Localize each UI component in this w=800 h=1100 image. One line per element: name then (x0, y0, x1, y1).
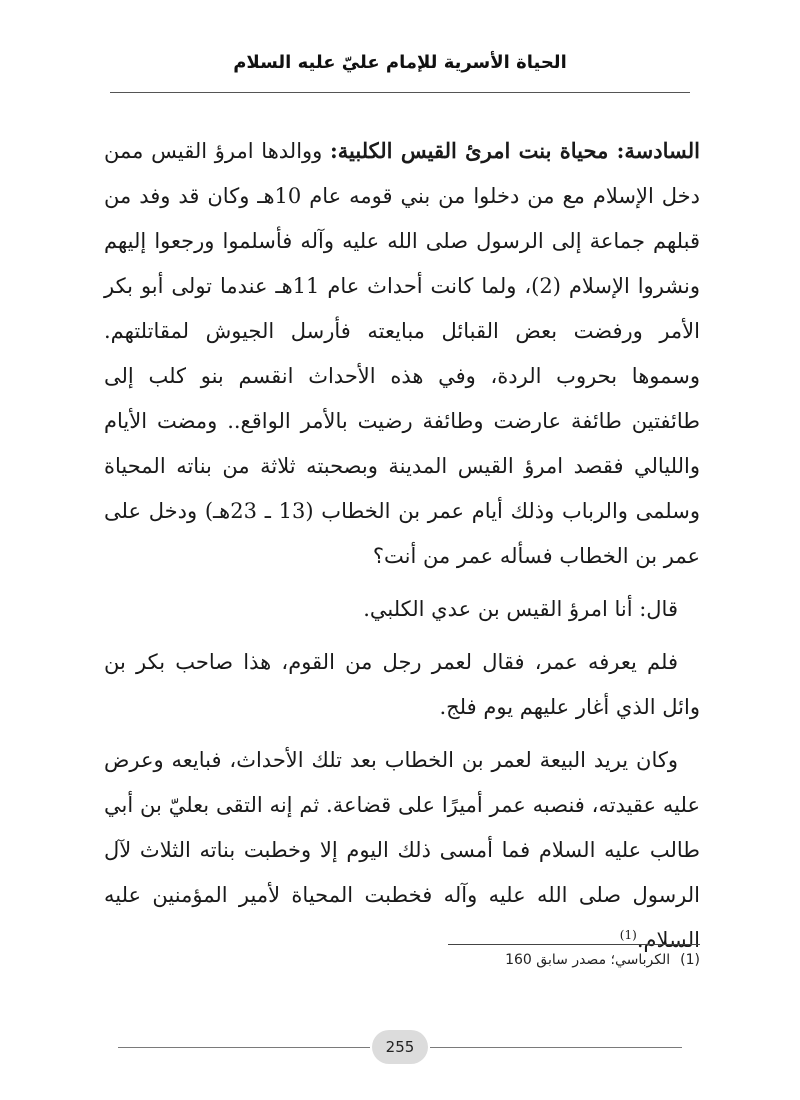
footnote-number: (1) (680, 952, 700, 968)
page-number: 255 (372, 1030, 428, 1064)
main-text (104, 128, 700, 971)
header-divider (110, 92, 690, 93)
footnote-reference[interactable]: (1) (619, 928, 637, 942)
footer-line-left (118, 1047, 370, 1048)
paragraph-3: فلم يعرفه عمر، فقال لعمر رجل من القوم، هذا صاحب بكر بن وائل الذي أغار عليهم يوم فلج. (104, 650, 700, 719)
paragraph-2: قال: أنا امرؤ القيس بن عدي الكلبي. (363, 597, 678, 621)
running-header: الحياة الأسرية للإمام عليّ عليه السلام (233, 52, 567, 73)
paragraph-1 (104, 128, 700, 579)
paragraph-1-text: ووالدها امرؤ القيس ممن دخل الإسلام مع من دخلوا من بني قومه عام 10هـ وكان قد وفد من قبلهم جماعة إلى الرسول صلى الله عليه وآله فأسلموا ورجعوا إليهم ونشروا الإسلام (2)، ولما كانت أحداث عام 11هـ عندما تولى أبو بكر الأمر ورفضت بعض القبائل مبايعته فأرسل الجيوش لمقاتلتهم. وسموها بحروب الردة، وفي هذه الأحداث انقسم بنو كلب إلى طائفتين طائفة عارضت وطائفة رضيت بالأمر الواقع.. ومضت الأيام والليالي فقصد امرؤ القيس المدينة وبصحبته ثلاثة من بناته المحياة وسلمى والرباب وذلك أيام عمر بن الخطاب (13 ـ 23هـ) ودخل على عمر بن الخطاب فسأله عمر من أنت؟ (104, 139, 700, 568)
footnote-divider (448, 944, 700, 945)
footnote-text: الكرباسي؛ مصدر سابق 160 (505, 952, 671, 968)
paragraph-4-text: وكان يريد البيعة لعمر بن الخطاب بعد تلك الأحداث، فبايعه وعرض عليه عقيدته، فنصبه عمر أميرًا على قضاعة. ثم إنه التقى بعليّ بن أبي طالب عليه السلام فما أمسى ذلك اليوم إلا وخطبت بناته الثلاث لآل الرسول صلى الله عليه وآله فخطبت المحياة لأمير المؤمنين عليه السلام. (104, 748, 700, 952)
footer-line-right (430, 1047, 682, 1048)
paragraph-1-heading: السادسة: محياة بنت امرئ القيس الكلبية: (330, 138, 700, 163)
footnote (400, 952, 700, 968)
paragraph-4 (104, 738, 700, 963)
